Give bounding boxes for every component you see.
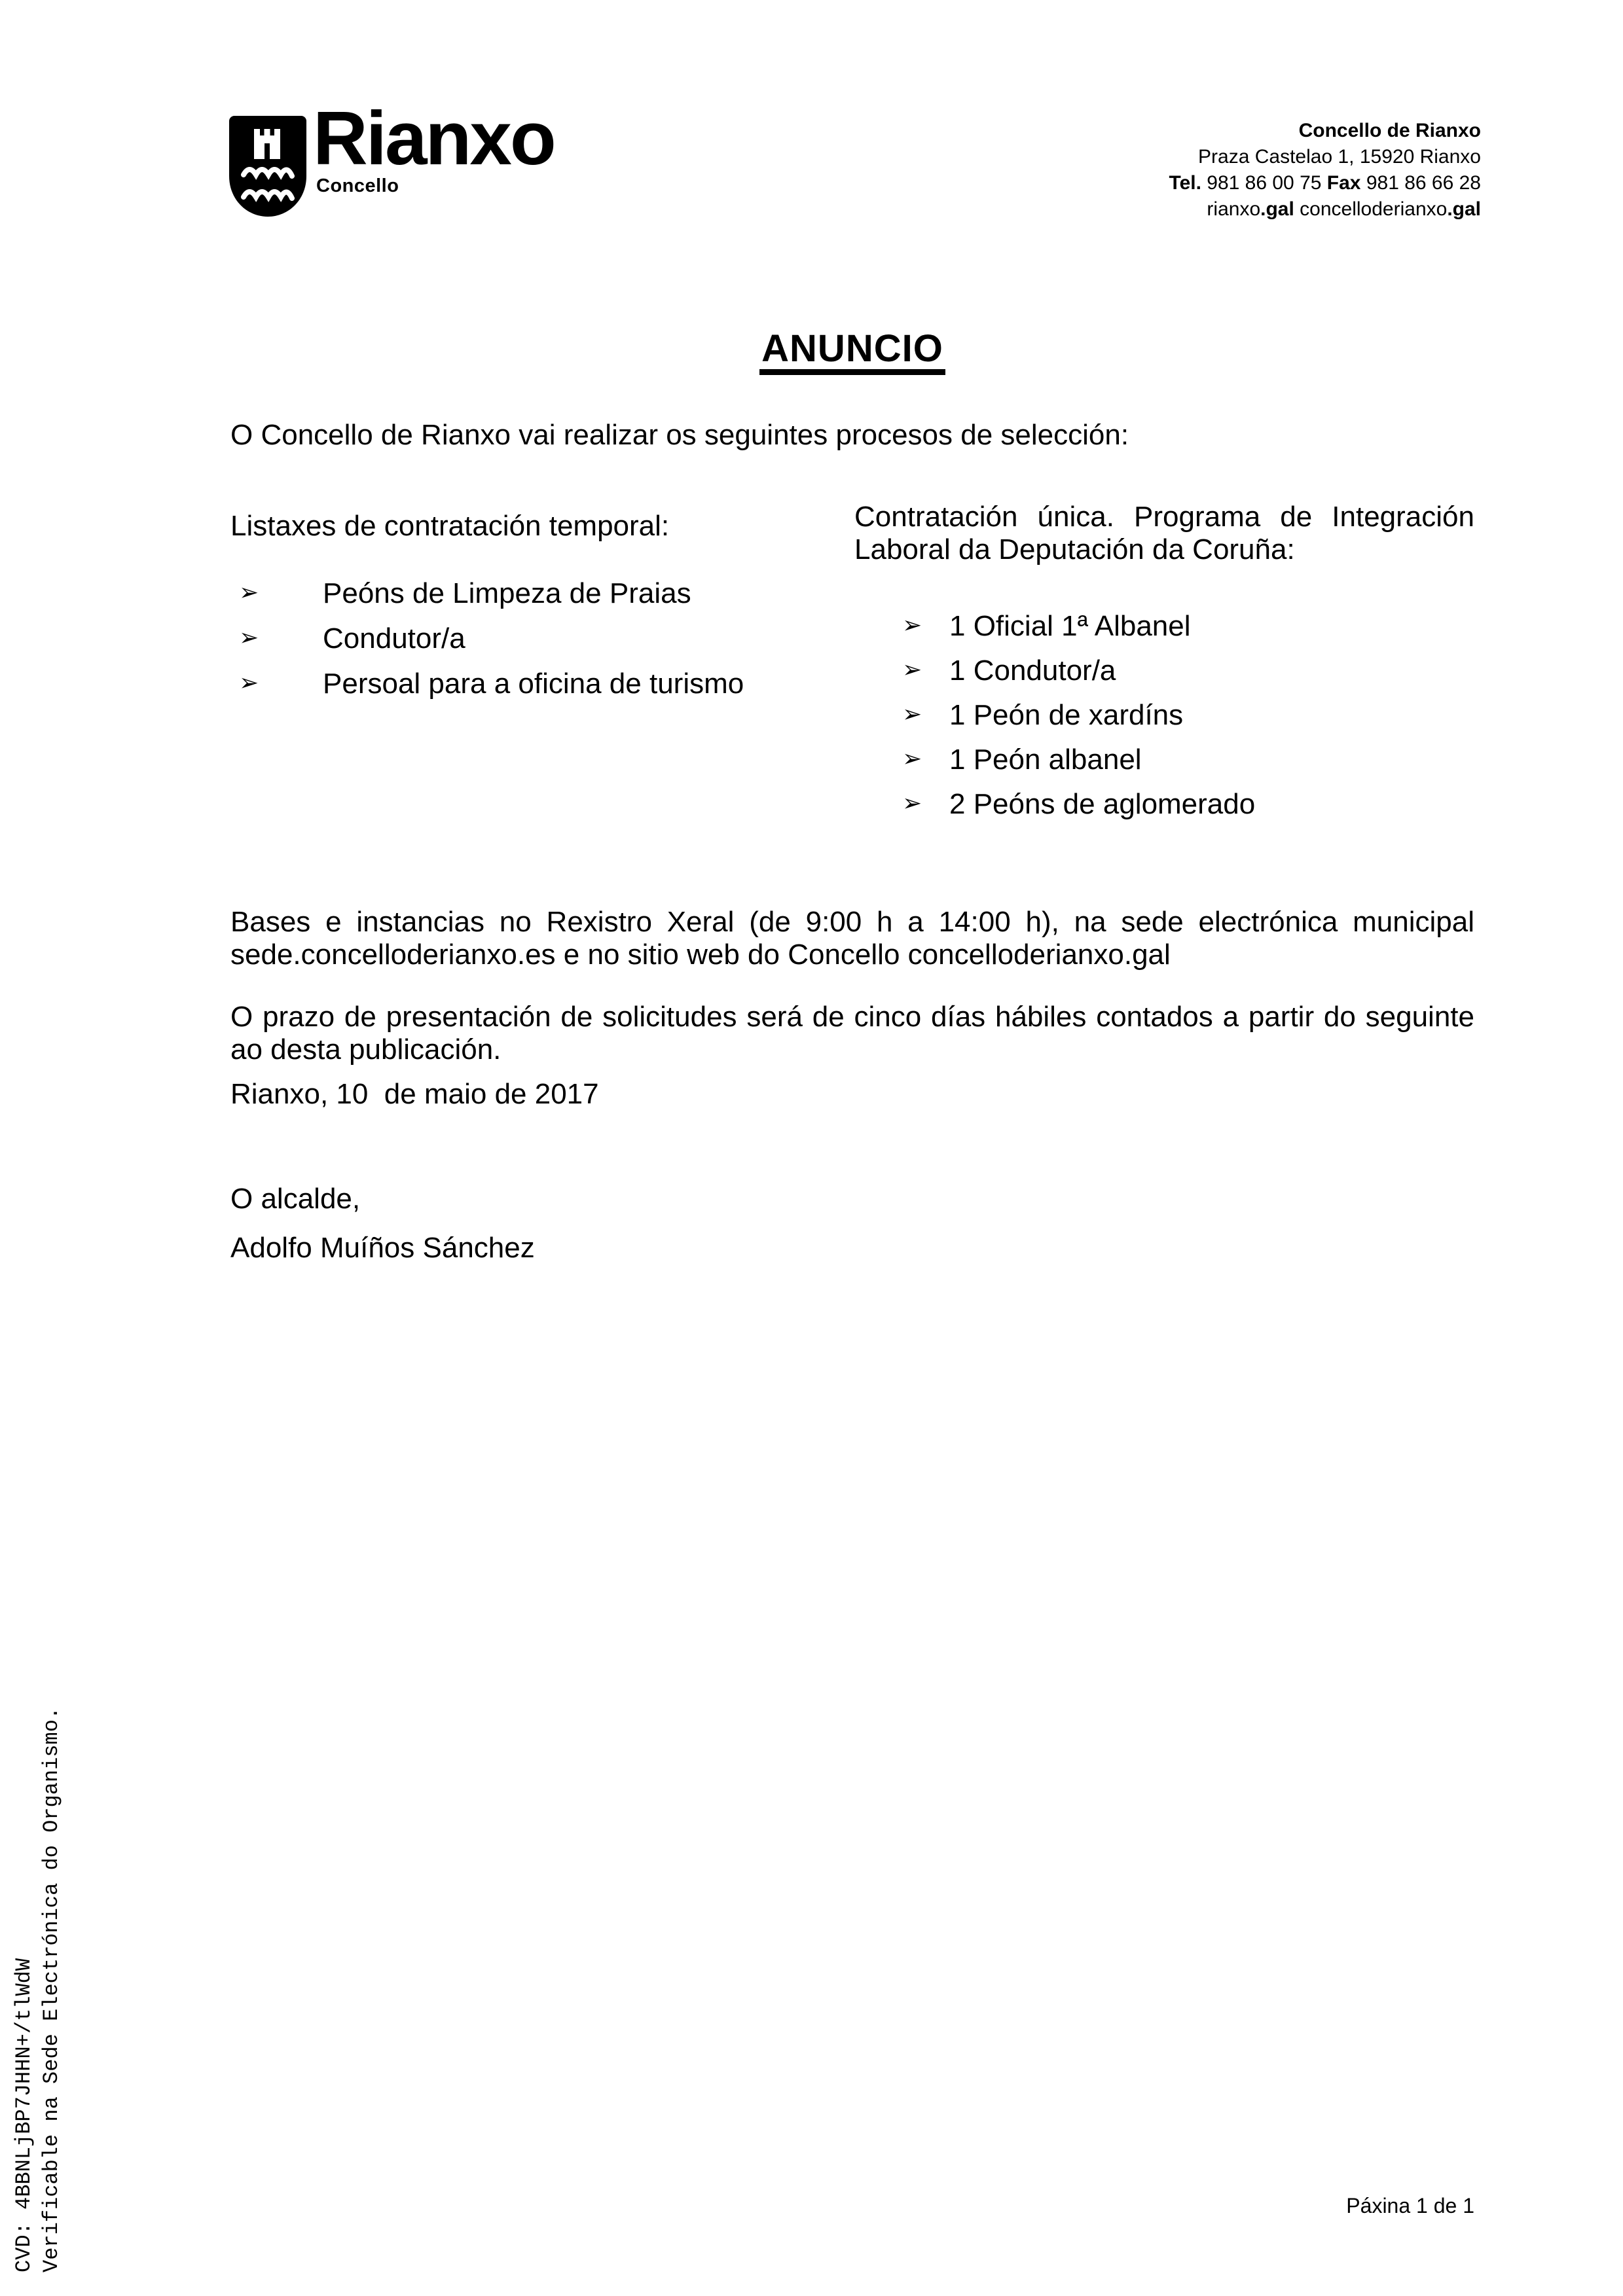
header-contact-block (826, 118, 1481, 223)
list-item (230, 577, 820, 610)
signoff-line: O alcalde, (230, 1183, 361, 1215)
page-number: Páxina 1 de 1 (1346, 2194, 1474, 2217)
arrow-bullet-icon: ➢ (902, 745, 922, 772)
left-column-heading: Listaxes de contratación temporal: (230, 510, 670, 542)
tel-value: 981 86 00 75 (1201, 172, 1327, 194)
arrow-bullet-icon: ➢ (902, 701, 922, 728)
contact-address: Praza Castelao 1, 15920 Rianxo (1198, 146, 1481, 168)
arrow-bullet-icon: ➢ (902, 656, 922, 683)
list-item-label: Peóns de Limpeza de Praias (323, 577, 691, 609)
list-item-label: 1 Condutor/a (949, 655, 1116, 687)
fax-label: Fax (1326, 172, 1361, 194)
logo-subtitle: Concello (316, 175, 399, 196)
contact-web-line (826, 196, 1481, 223)
date-line: Rianxo, 10 de maio de 2017 (230, 1078, 599, 1110)
web2: concelloderianxo (1294, 198, 1448, 220)
rianxo-shield-logo (229, 115, 306, 218)
arrow-bullet-icon: ➢ (239, 624, 259, 651)
fax-value: 981 86 66 28 (1360, 172, 1481, 194)
arrow-bullet-icon: ➢ (902, 612, 922, 639)
list-item-label: Condutor/a (323, 622, 465, 655)
list-item (854, 655, 1474, 687)
left-column-list (230, 577, 820, 713)
contact-org: Concello de Rianxo (1298, 120, 1481, 141)
verification-sidebar (10, 1707, 65, 2272)
verification-note: Verificable na Sede Electrónica do Organismo. (39, 1706, 64, 2272)
list-item (230, 622, 820, 655)
web2-tld: .gal (1447, 198, 1481, 220)
list-item (854, 788, 1474, 821)
arrow-bullet-icon: ➢ (902, 790, 922, 817)
list-item-label: 1 Oficial 1ª Albanel (949, 610, 1191, 642)
signature-name: Adolfo Muíños Sánchez (230, 1232, 535, 1264)
right-column-list (854, 610, 1474, 833)
cvd-code: CVD: 4BBNLjBP7JHHN+/tlWdW (12, 1958, 36, 2272)
logo-wordmark: Rianxo (313, 96, 555, 181)
list-item (854, 744, 1474, 776)
right-column-heading: Contratación única. Programa de Integración Laboral da Deputación da Coruña: (854, 501, 1474, 565)
arrow-bullet-icon: ➢ (239, 579, 259, 606)
title-wrap (230, 327, 1474, 375)
tel-label: Tel. (1169, 172, 1201, 194)
arrow-bullet-icon: ➢ (239, 670, 259, 696)
list-item (854, 610, 1474, 643)
intro-paragraph: O Concello de Rianxo vai realizar os seguintes procesos de selección: (230, 419, 1129, 451)
list-item-label: Persoal para a oficina de turismo (323, 668, 744, 700)
contact-phone-line (826, 170, 1481, 196)
web1: rianxo (1207, 198, 1261, 220)
list-item (854, 699, 1474, 732)
page-title: ANUNCIO (759, 331, 945, 375)
list-item-label: 1 Peón albanel (949, 744, 1142, 776)
list-item-label: 2 Peóns de aglomerado (949, 788, 1256, 820)
list-item (230, 668, 820, 700)
prazo-paragraph: O prazo de presentación de solicitudes será de cinco días hábiles contados a partir do seguinte ao desta publicación. (230, 1001, 1474, 1066)
bases-paragraph: Bases e instancias no Rexistro Xeral (de 9:00 h a 14:00 h), na sede electrónica municipal sede.concelloderianxo.es e no sitio web do Concello concelloderianxo.gal (230, 906, 1474, 971)
list-item-label: 1 Peón de xardíns (949, 699, 1184, 731)
web1-tld: .gal (1260, 198, 1294, 220)
